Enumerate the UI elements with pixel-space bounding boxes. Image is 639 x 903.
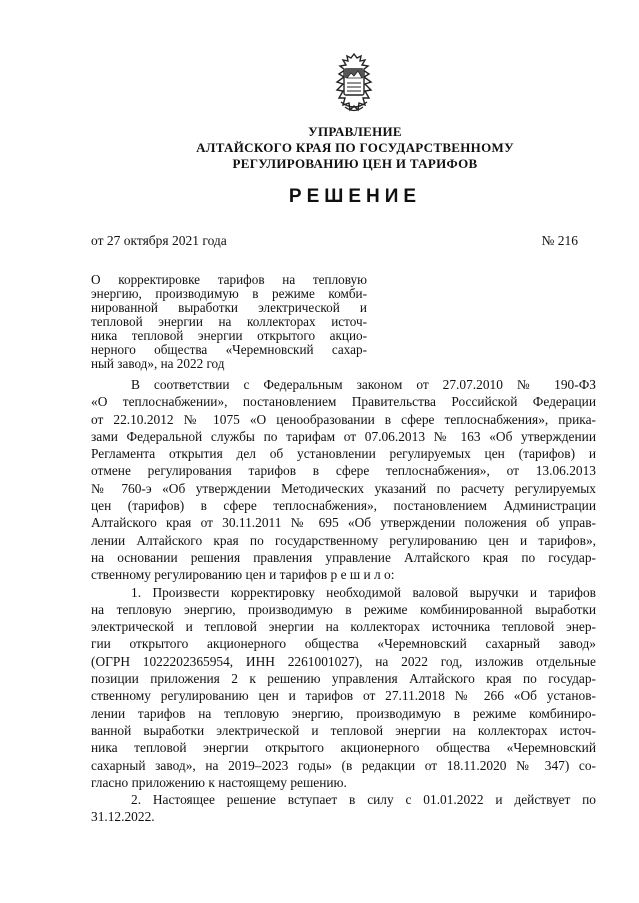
body-line: В соответствии с Федеральным законом от 27.07.2010 № 190-ФЗ xyxy=(131,377,596,392)
document-number: № 216 xyxy=(541,233,578,248)
subject-line: нированной выработки электрической и xyxy=(91,300,367,315)
body-line: цен (тарифов) в сфере теплоснабжения», постановлением Администрации xyxy=(91,498,596,514)
body-line: от 22.10.2012 № 1075 «О ценообразовании в сфере теплоснабжения», прика- xyxy=(91,411,596,427)
organization-line-1: УПРАВЛЕНИЕ xyxy=(308,124,402,139)
subject-line: ника тепловой энергии открытого акцио- xyxy=(91,328,367,343)
body-line: лении тарифов на тепловую энергию, производимую в режиме комбиниро- xyxy=(91,705,596,721)
subject-line: тепловой энергии на коллекторах источ- xyxy=(91,314,367,329)
body-line: ственному регулированию цен и тарифов от 27.11.2018 № 266 «Об установ- xyxy=(91,688,596,704)
body-line: сахарный завод», на 2019–2023 годы» (в редакции от 18.11.2020 № 347) со- xyxy=(91,757,596,773)
body-line: на тепловую энергию, производимую в режиме комбинированной выработки xyxy=(91,601,596,617)
body-line: «О теплоснабжении», постановлением Правительства Российской Федерации xyxy=(91,394,596,410)
document-type-title: РЕШЕНИЕ xyxy=(288,186,422,207)
body-line: № 760-э «Об утверждении Методических указаний по расчету регулируемых xyxy=(91,480,596,496)
subject-line: ный завод», на 2022 год xyxy=(91,356,225,371)
organization-line-3: РЕГУЛИРОВАНИЮ ЦЕН И ТАРИФОВ xyxy=(232,156,478,171)
body-line: гии открытого акционерного общества «Черемновский сахарный завод» xyxy=(91,636,596,652)
body-line: (ОГРН 1022202365954, ИНН 2261001027), на 2022 год, изложив отдельные xyxy=(91,653,596,669)
body-line: отмене регулирования тарифов в сфере теплоснабжения», от 13.06.2013 xyxy=(91,463,596,479)
document-subject xyxy=(91,273,367,371)
body-line: зами Федеральной службы по тарифам от 07.06.2013 № 163 «Об утверждении xyxy=(91,428,596,444)
body-line: лении Алтайского края по государственному регулированию цен и тарифов», xyxy=(91,532,596,548)
body-line: 2. Настоящее решение вступает в силу с 01.01.2022 и действует по xyxy=(131,792,596,808)
body-line: 1. Произвести корректировку необходимой валовой выручки и тарифов xyxy=(131,584,596,600)
subject-line: энергию, производимую в режиме комби- xyxy=(91,286,367,301)
body-line: Алтайского края от 30.11.2011 № 695 «Об утверждении положения об управ- xyxy=(91,515,596,531)
body-line: Регламента открытия дел об установлении регулируемых цен (тарифов) и xyxy=(91,446,596,462)
body-line: 31.12.2022. xyxy=(91,809,155,825)
body-line: ственному регулированию цен и тарифов р е ш и л о: xyxy=(91,567,395,583)
document-body xyxy=(91,376,596,826)
body-line: ванной выработки электрической и тепловой энергии на коллекторах источ- xyxy=(91,722,596,738)
organization-line-2: АЛТАЙСКОГО КРАЯ ПО ГОСУДАРСТВЕННОМУ xyxy=(196,140,514,155)
organization-header xyxy=(100,124,610,172)
document-date: от 27 октября 2021 года xyxy=(91,233,227,248)
body-line: электрической и тепловой энергии на коллекторах источника тепловой энер- xyxy=(91,619,596,635)
coat-of-arms-icon xyxy=(327,52,381,118)
subject-line: О корректировке тарифов на тепловую xyxy=(91,272,367,287)
body-line: на основании решения правления управление Алтайского края по государ- xyxy=(91,549,596,565)
body-line: позиции приложения 2 к решению управления Алтайского края по государ- xyxy=(91,671,596,687)
subject-line: нерного общества «Черемновский сахар- xyxy=(91,342,367,357)
body-line: гласно приложению к настоящему решению. xyxy=(91,774,347,790)
body-line: ника тепловой энергии открытого акционерного общества «Черемновский xyxy=(91,740,596,756)
